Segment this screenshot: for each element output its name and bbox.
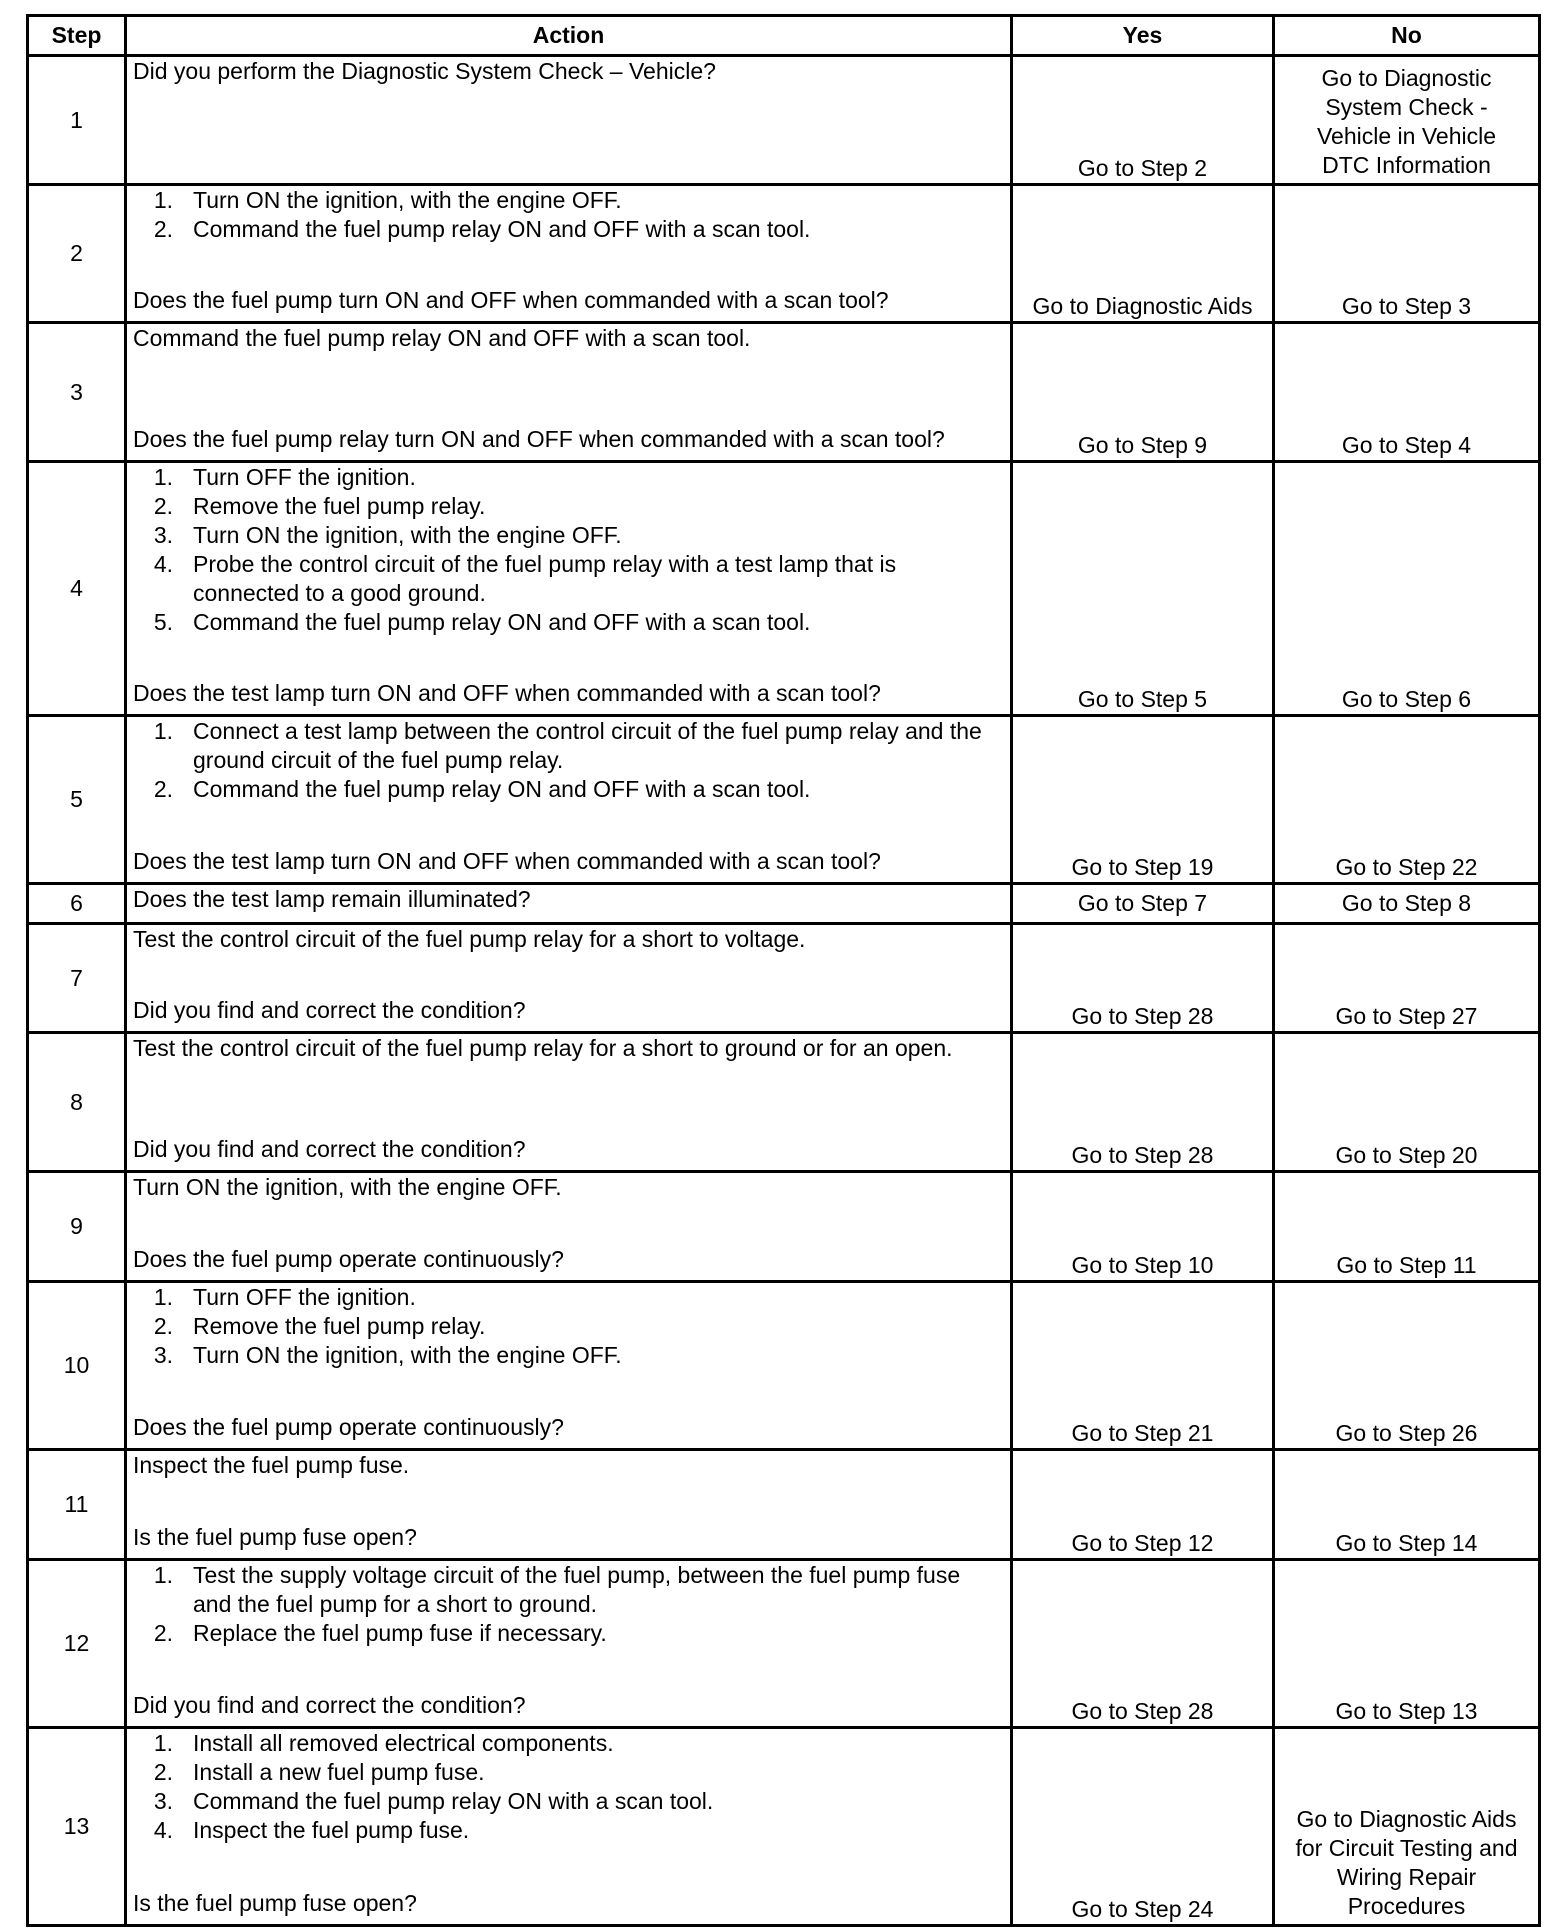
list-item — [153, 521, 1004, 550]
action-text: Turn ON the ignition, with the engine OFF. — [133, 1174, 562, 1200]
step-number: 11 — [28, 1450, 126, 1560]
question-text: Does the test lamp turn ON and OFF when commanded with a scan tool? — [133, 680, 881, 706]
step-number: 10 — [28, 1282, 126, 1450]
substep-number: 5. — [153, 609, 173, 635]
substep-text: Turn ON the ignition, with the engine OFF. — [193, 187, 622, 213]
no-result: Go to Step 4 — [1274, 323, 1540, 462]
list-item — [153, 775, 1004, 804]
substep-text: Turn OFF the ignition. — [193, 464, 416, 490]
step-number: 6 — [28, 884, 126, 924]
table-row — [28, 1172, 1540, 1282]
substep-number: 3. — [153, 1788, 173, 1814]
yes-result: Go to Step 9 — [1012, 323, 1274, 462]
substep-text: Probe the control circuit of the fuel pump relay with a test lamp that is connected to a good ground. — [193, 551, 897, 606]
action-cell — [126, 716, 1012, 884]
table-row — [28, 185, 1540, 323]
list-item — [153, 1758, 1004, 1787]
substep-number: 1. — [153, 187, 173, 213]
step-number: 1 — [28, 56, 126, 185]
substep-text: Command the fuel pump relay ON and OFF with a scan tool. — [193, 216, 811, 242]
table-row — [28, 884, 1540, 924]
no-result: Go to Step 8 — [1274, 884, 1540, 924]
no-result: Go to Step 27 — [1274, 924, 1540, 1033]
header-no: No — [1274, 16, 1540, 56]
no-result: Go to Step 14 — [1274, 1450, 1540, 1560]
substep-text: Install all removed electrical components. — [193, 1730, 614, 1756]
substep-text: Remove the fuel pump relay. — [193, 493, 486, 519]
list-item — [153, 1312, 1004, 1341]
yes-result: Go to Step 28 — [1012, 1560, 1274, 1728]
header-step: Step — [28, 16, 126, 56]
no-result: Go to Diagnostic System Check - Vehicle in Vehicle DTC Information — [1274, 56, 1540, 185]
step-number: 9 — [28, 1172, 126, 1282]
substep-number: 2. — [153, 1759, 173, 1785]
substep-text: Inspect the fuel pump fuse. — [193, 1817, 470, 1843]
substep-text: Connect a test lamp between the control circuit of the fuel pump relay and the ground circuit of the fuel pump relay. — [193, 718, 982, 773]
action-cell — [126, 1728, 1012, 1926]
header-row — [28, 16, 1540, 56]
substep-list — [133, 186, 1004, 244]
substep-text: Turn ON the ignition, with the engine OFF. — [193, 1342, 622, 1368]
action-text: Did you perform the Diagnostic System Check – Vehicle? — [133, 58, 716, 84]
step-number: 8 — [28, 1033, 126, 1172]
no-result: Go to Step 3 — [1274, 185, 1540, 323]
action-cell — [126, 1282, 1012, 1450]
substep-number: 2. — [153, 1620, 173, 1646]
substep-number: 2. — [153, 776, 173, 802]
question-text: Does the fuel pump operate continuously? — [133, 1246, 564, 1272]
substep-list — [133, 1729, 1004, 1845]
substep-list — [133, 717, 1004, 804]
substep-number: 1. — [153, 1562, 173, 1588]
action-cell — [126, 56, 1012, 185]
list-item — [153, 492, 1004, 521]
no-result: Go to Step 20 — [1274, 1033, 1540, 1172]
substep-text: Turn OFF the ignition. — [193, 1284, 416, 1310]
table-row — [28, 56, 1540, 185]
yes-result: Go to Step 24 — [1012, 1728, 1274, 1926]
table-row — [28, 924, 1540, 1033]
list-item — [153, 186, 1004, 215]
substep-number: 2. — [153, 216, 173, 242]
table-row — [28, 323, 1540, 462]
table-row — [28, 1282, 1540, 1450]
table-row — [28, 1450, 1540, 1560]
substep-number: 1. — [153, 1284, 173, 1310]
action-cell — [126, 462, 1012, 716]
substep-number: 1. — [153, 718, 173, 744]
substep-number: 2. — [153, 1313, 173, 1339]
action-cell — [126, 1033, 1012, 1172]
action-cell — [126, 185, 1012, 323]
action-text: Command the fuel pump relay ON and OFF with a scan tool. — [133, 325, 751, 351]
substep-number: 1. — [153, 1730, 173, 1756]
substep-text: Test the supply voltage circuit of the fuel pump, between the fuel pump fuse and the fuel pump for a short to ground. — [193, 1562, 961, 1617]
action-text: Test the control circuit of the fuel pump relay for a short to ground or for an open. — [133, 1035, 953, 1061]
question-text: Did you find and correct the condition? — [133, 1692, 526, 1718]
question-text: Does the test lamp turn ON and OFF when commanded with a scan tool? — [133, 848, 881, 874]
substep-text: Command the fuel pump relay ON and OFF with a scan tool. — [193, 609, 811, 635]
yes-result: Go to Step 2 — [1012, 56, 1274, 185]
substep-text: Replace the fuel pump fuse if necessary. — [193, 1620, 607, 1646]
header-yes: Yes — [1012, 16, 1274, 56]
table-row — [28, 1560, 1540, 1728]
list-item — [153, 1283, 1004, 1312]
substep-number: 2. — [153, 493, 173, 519]
substep-text: Remove the fuel pump relay. — [193, 1313, 486, 1339]
table-row — [28, 1033, 1540, 1172]
substep-number: 4. — [153, 551, 173, 577]
substep-text: Command the fuel pump relay ON with a scan tool. — [193, 1788, 714, 1814]
yes-result: Go to Step 28 — [1012, 924, 1274, 1033]
list-item — [153, 1561, 1004, 1619]
substep-number: 1. — [153, 464, 173, 490]
no-result: Go to Step 11 — [1274, 1172, 1540, 1282]
list-item — [153, 463, 1004, 492]
step-number: 7 — [28, 924, 126, 1033]
action-cell — [126, 924, 1012, 1033]
header-action: Action — [126, 16, 1012, 56]
substep-text: Turn ON the ignition, with the engine OFF. — [193, 522, 622, 548]
no-result: Go to Step 6 — [1274, 462, 1540, 716]
table-row — [28, 462, 1540, 716]
yes-result: Go to Diagnostic Aids — [1012, 185, 1274, 323]
substep-number: 3. — [153, 522, 173, 548]
table-row — [28, 1728, 1540, 1926]
step-number: 12 — [28, 1560, 126, 1728]
question-text: Did you find and correct the condition? — [133, 1136, 526, 1162]
step-number: 3 — [28, 323, 126, 462]
action-text: Test the control circuit of the fuel pump relay for a short to voltage. — [133, 926, 806, 952]
action-text: Does the test lamp remain illuminated? — [133, 886, 531, 912]
substep-number: 3. — [153, 1342, 173, 1368]
question-text: Is the fuel pump fuse open? — [133, 1890, 417, 1916]
substep-number: 4. — [153, 1817, 173, 1843]
list-item — [153, 1787, 1004, 1816]
substep-text: Install a new fuel pump fuse. — [193, 1759, 485, 1785]
list-item — [153, 1619, 1004, 1648]
yes-result: Go to Step 21 — [1012, 1282, 1274, 1450]
list-item — [153, 717, 1004, 775]
substep-list — [133, 463, 1004, 637]
action-cell — [126, 1450, 1012, 1560]
no-result: Go to Step 13 — [1274, 1560, 1540, 1728]
list-item — [153, 215, 1004, 244]
step-number: 2 — [28, 185, 126, 323]
table-row — [28, 716, 1540, 884]
no-result: Go to Step 26 — [1274, 1282, 1540, 1450]
yes-result: Go to Step 28 — [1012, 1033, 1274, 1172]
yes-result: Go to Step 19 — [1012, 716, 1274, 884]
question-text: Did you find and correct the condition? — [133, 997, 526, 1023]
no-result: Go to Diagnostic Aids for Circuit Testing and Wiring Repair Procedures — [1274, 1728, 1540, 1926]
list-item — [153, 1816, 1004, 1845]
step-number: 4 — [28, 462, 126, 716]
substep-text: Command the fuel pump relay ON and OFF with a scan tool. — [193, 776, 811, 802]
yes-result: Go to Step 12 — [1012, 1450, 1274, 1560]
no-result: Go to Step 22 — [1274, 716, 1540, 884]
action-cell — [126, 1560, 1012, 1728]
action-cell — [126, 1172, 1012, 1282]
yes-result: Go to Step 5 — [1012, 462, 1274, 716]
yes-result: Go to Step 7 — [1012, 884, 1274, 924]
question-text: Does the fuel pump operate continuously? — [133, 1414, 564, 1440]
question-text: Does the fuel pump turn ON and OFF when commanded with a scan tool? — [133, 287, 889, 313]
list-item — [153, 1341, 1004, 1370]
action-cell — [126, 323, 1012, 462]
list-item — [153, 608, 1004, 637]
substep-list — [133, 1283, 1004, 1370]
action-cell — [126, 884, 1012, 924]
diagnostic-table — [26, 14, 1541, 1927]
question-text: Is the fuel pump fuse open? — [133, 1524, 417, 1550]
step-number: 13 — [28, 1728, 126, 1926]
list-item — [153, 1729, 1004, 1758]
question-text: Does the fuel pump relay turn ON and OFF when commanded with a scan tool? — [133, 426, 945, 452]
substep-list — [133, 1561, 1004, 1648]
action-text: Inspect the fuel pump fuse. — [133, 1452, 410, 1478]
list-item — [153, 550, 1004, 608]
yes-result: Go to Step 10 — [1012, 1172, 1274, 1282]
step-number: 5 — [28, 716, 126, 884]
